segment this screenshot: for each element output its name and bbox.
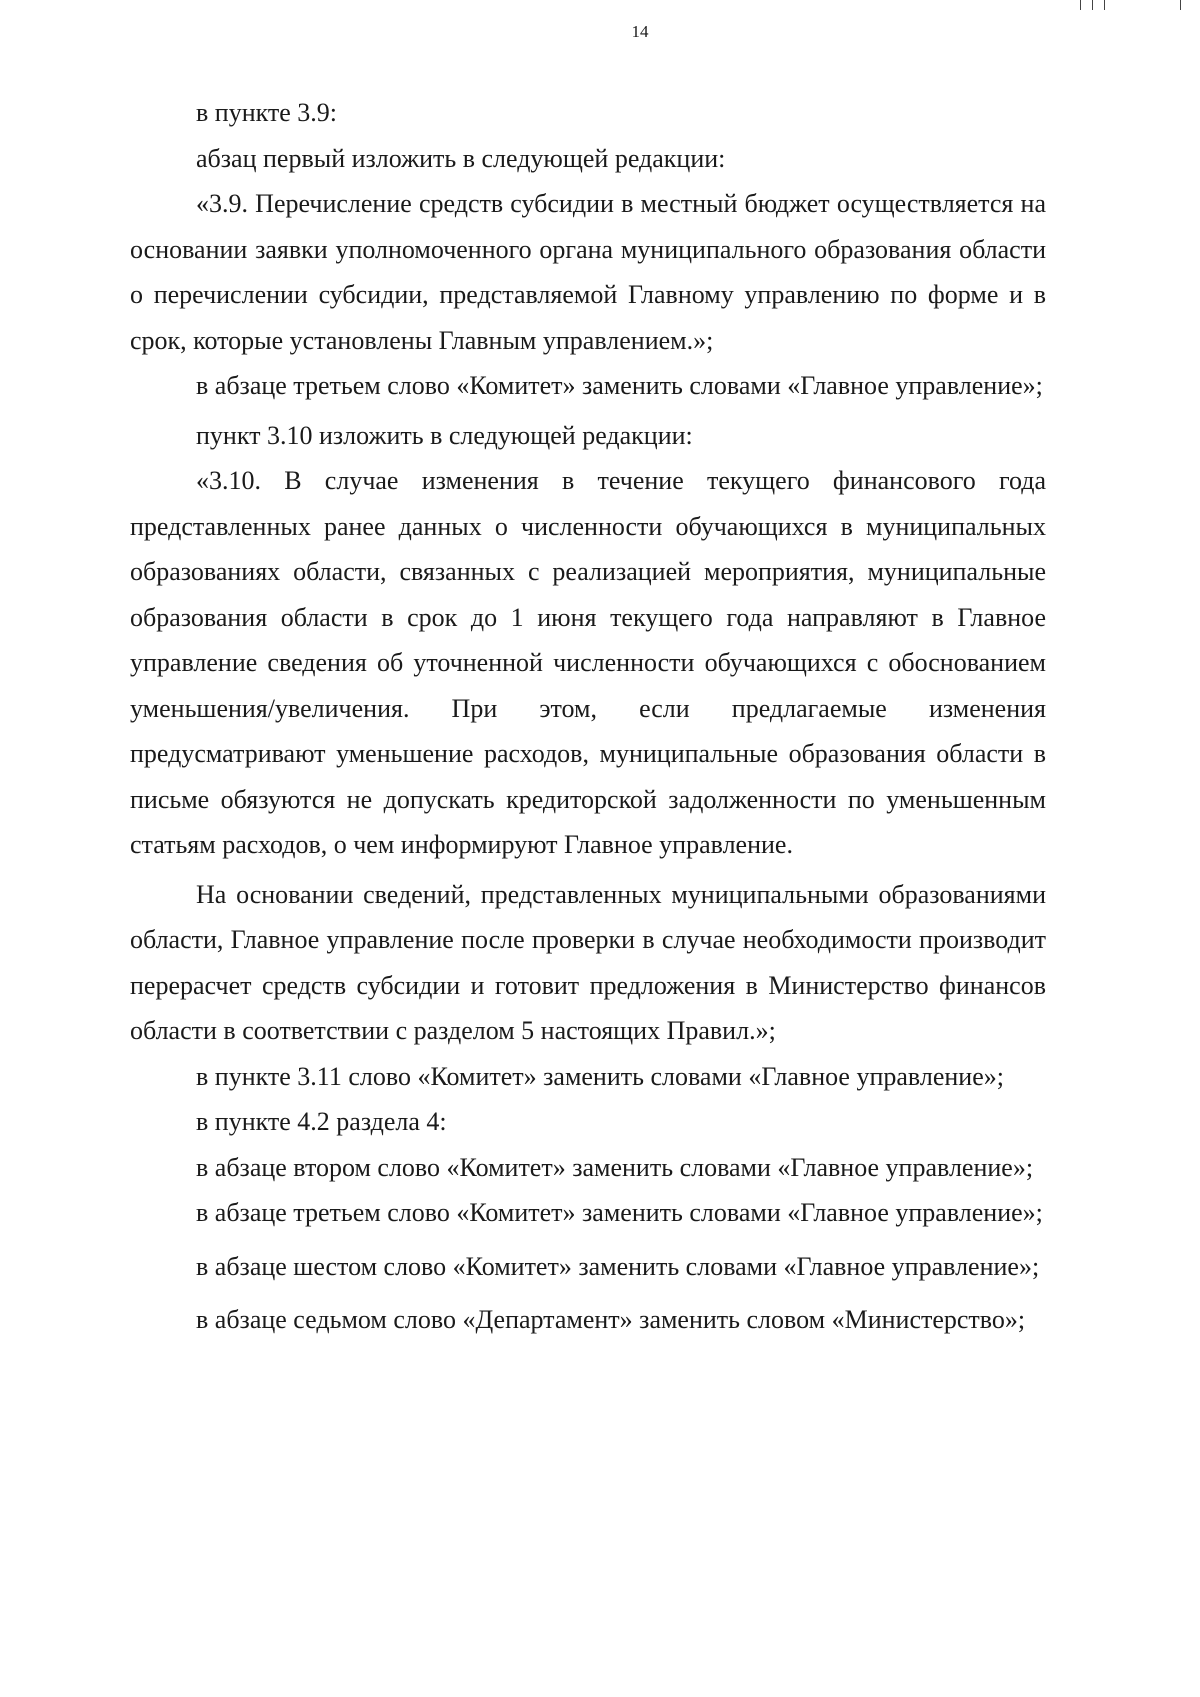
- document-body: [130, 90, 1046, 1343]
- paragraph: «3.10. В случае изменения в течение текущего финансового года представленных ранее данных о численности обучающихся в муниципальных образованиях области, связанных с реализацией мероприятия, муниципальные образования области в срок до 1 июня текущего года направляют в Главное управление сведения об уточненной численности обучающихся с обоснованием уменьшения/увеличения. При этом, если предлагаемые изменения предусматривают уменьшение расходов, муниципальные образования области в письме обязуются не допускать кредиторской задолженности по уменьшенным статьям расходов, о чем информируют Главное управление.: [130, 466, 1046, 859]
- paragraph: «3.9. Перечисление средств субсидии в местный бюджет осуществляется на основании заявки уполномоченного органа муниципального образования области о перечислении субсидии, представляемой Главному управлению по форме и в срок, которые установлены Главным управлением.»;: [130, 189, 1046, 355]
- paragraph: в абзаце третьем слово «Комитет» заменить словами «Главное управление»;: [196, 371, 1043, 400]
- page-number: 14: [631, 22, 649, 41]
- paragraph: в пункте 4.2 раздела 4:: [196, 1107, 447, 1136]
- paragraph: в абзаце третьем слово «Комитет» заменить словами «Главное управление»;: [196, 1198, 1043, 1227]
- scan-edge-mark: [1104, 0, 1105, 10]
- paragraph: в абзаце шестом слово «Комитет» заменить словами «Главное управление»;: [196, 1251, 1040, 1281]
- scan-edge-mark: [1180, 0, 1181, 10]
- paragraph: в абзаце втором слово «Комитет» заменить словами «Главное управление»;: [196, 1152, 1034, 1182]
- scan-edge-mark: [1080, 0, 1081, 10]
- paragraph: в пункте 3.11 слово «Комитет» заменить словами «Главное управление»;: [196, 1061, 1004, 1091]
- scan-edge-mark: [1092, 0, 1093, 10]
- paragraph: в абзаце седьмом слово «Департамент» заменить словом «Министерство»;: [196, 1305, 1026, 1334]
- paragraph: На основании сведений, представленных муниципальными образованиями области, Главное управление после проверки в случае необходимости производит перерасчет средств субсидии и готовит предложения в Министерство финансов области в соответствии с разделом 5 настоящих Правил.»;: [130, 879, 1046, 1045]
- paragraph: абзац первый изложить в следующей редакции:: [196, 143, 726, 173]
- paragraph: пункт 3.10 изложить в следующей редакции:: [196, 420, 693, 450]
- paragraph: в пункте 3.9:: [196, 98, 338, 127]
